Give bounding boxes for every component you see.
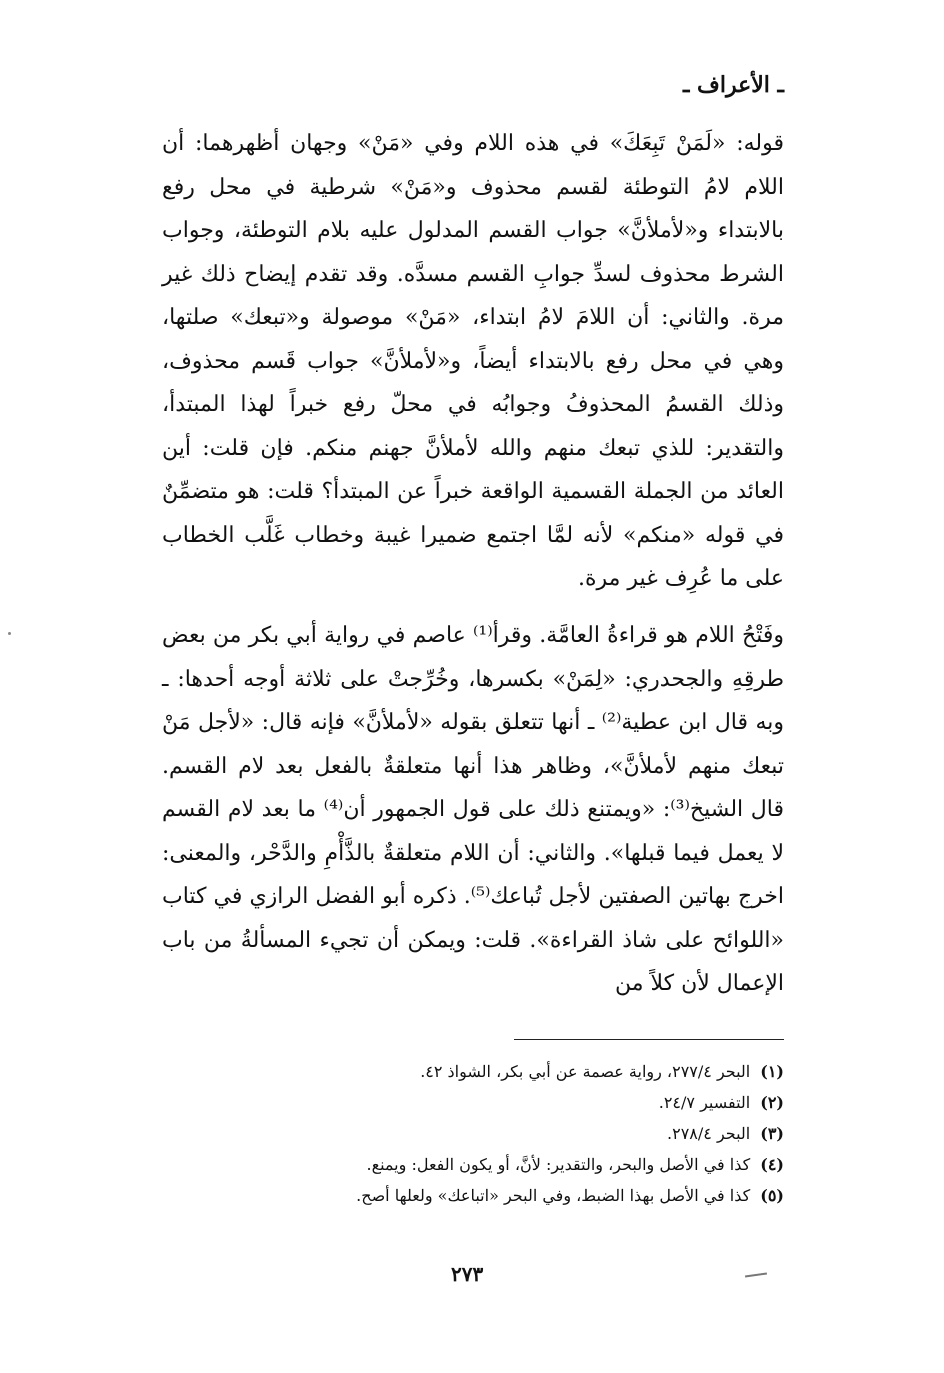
footnote [162,1118,784,1149]
footnotes [162,1056,784,1211]
body-paragraph-2: وفَتْحُ اللام هو قراءةُ العامَّة. وقرأ⁽¹⁾ عاصم في رواية أبي بكر من بعض طرقِهِ والجحدري: «لِمَنْ» بكسرها، وخُرِّجتْ على ثلاثة أوجه أحدها: ـ وبه قال ابن عطية⁽²⁾ ـ أنها تتعلق بقوله «لأملأنَّ» فإنه قال: «لأجل مَنْ تبعك منهم لأملأنَّ»، وظاهر هذا أنها متعلقةٌ بالفعل بعد لام القسم. قال الشيخ⁽³⁾: «ويمتنع ذلك على قول الجمهور أن⁽⁴⁾ ما بعد لام القسم لا يعمل فيما قبلها». والثاني: أن اللام متعلقةٌ بالذَّأْمِ والدَّحْر، والمعنى: اخرج بهاتين الصفتين لأجل تُباعك⁽⁵⁾. ذكره أبو الفضل الرازي في كتاب «اللوائح على شاذ القراءة». قلت: ويمكن أن تجيء المسألةُ من باب الإعمال لأن كلاً من [162,623,784,996]
printer-mark-icon [738,1258,774,1288]
body-paragraph-1: قوله: «لَمَنْ تَبِعَكَ» في هذه اللام وفي «مَنْ» وجهان أظهرهما: أن اللام لامُ التوطئة لقسم محذوف و«مَنْ» شرطية في محل رفع بالابتداء و«لأملأنَّ» جواب القسم المدلول عليه بلام التوطئة، وجواب الشرط محذوف لسدِّ جوابِ القسم مسدَّه. وقد تقدم إيضاح ذلك غير مرة. والثاني: أن اللامَ لامُ ابتداء، «مَنْ» موصولة و«تبعك» صلتها، وهي في محل رفع بالابتداء أيضاً، و«لأملأنَّ» جواب قَسم محذوف، وذلك القسمُ المحذوفُ وجوابُه في محلّ رفع خبراً لهذا المبتدأ، والتقدير: للذي تبعك منهم والله لأملأنَّ جهنم منكم. فإن قلت: أين العائد من الجملة القسمية الواقعة خبراً عن المبتدأ؟ قلت: هو متضمِّنٌ في قوله «منكم» لأنه لمَّا اجتمع ضميرا غيبة وخطاب غَلَّب الخطاب على ما عُرِف غير مرة. [162,131,784,591]
footnote-text: البحر ٢٧٧/٤، رواية عصمة عن أبي بكر، الشواذ ٤٢. [420,1062,751,1081]
footnote-text: البحر ٢٧٨/٤. [667,1124,751,1143]
footnote [162,1180,784,1211]
footnote-number: (٤) [760,1155,784,1174]
footnote-separator [514,1039,784,1040]
page-number: ٢٧٣ [451,1262,484,1286]
footnote-text: كذا في الأصل والبحر، والتقدير: لأنَّ، أو يكون الفعل: ويمنع. [366,1155,751,1174]
footnote-text: التفسير ٢٤/٧. [658,1093,751,1112]
footnote-number: (٥) [760,1186,784,1205]
running-header: ـ الأعراف ـ [682,72,784,98]
footnote [162,1149,784,1180]
footnote [162,1056,784,1087]
footnote-number: (١) [760,1062,784,1081]
footnote-text: كذا في الأصل بهذا الضبط، وفي البحر «اتباعك» ولعلها أصح. [356,1186,751,1205]
footnote [162,1087,784,1118]
scan-speck [8,632,11,635]
footnote-number: (٢) [760,1093,784,1112]
footnote-number: (٣) [760,1124,784,1143]
